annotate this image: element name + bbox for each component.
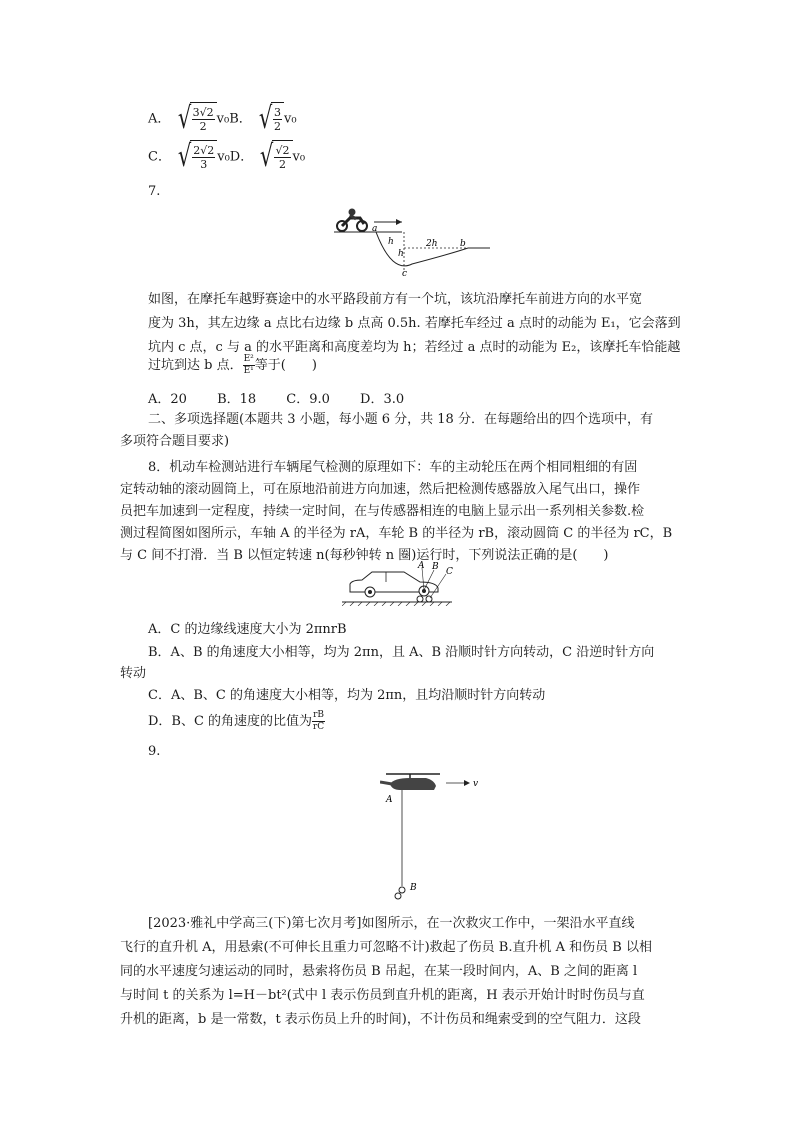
q7-text-line-2: 度为 3h，其左边缘 a 点比右边缘 b 点高 0.5h. 若摩托车经过 a 点时的动能为 E₁，它会落到 bbox=[148, 316, 681, 331]
q6-option-a-label: A． bbox=[148, 111, 171, 127]
fig-label-h1: h bbox=[388, 237, 394, 247]
q6-option-b-suffix: v₀ bbox=[284, 111, 297, 127]
q8-fig-label-b: B bbox=[432, 562, 439, 572]
q9-text-line-4: 与时间 t 的关系为 l=H－bt²(式中 l 表示伤员到直升机的距离，H 表示开始计时时伤员与直 bbox=[120, 988, 645, 1003]
q8-text-line-1: 8．机动车检测站进行车辆尾气检测的原理如下：车的主动轮压在两个相同粗细的有固 bbox=[148, 460, 638, 475]
q6-c-num: 2√2 bbox=[193, 144, 215, 157]
q6-option-a-suffix: v₀B． bbox=[216, 111, 252, 127]
q7-frac-den: E¹ bbox=[243, 366, 254, 376]
q6-option-b-sqrt: √ $\frac{3}{2}$ bbox=[256, 102, 284, 136]
section2-line-1: 二、多项选择题(本题共 3 小题，每小题 6 分，共 18 分．在每题给出的四个选项中，有 bbox=[148, 412, 653, 427]
q8-option-b-line-1: B．A、B 的角速度大小相等，均为 2πn，且 A、B 沿顺时针方向转动，C 沿逆时针方向 bbox=[148, 645, 655, 660]
person-icon bbox=[395, 887, 405, 899]
q8-fig-label-c: C bbox=[446, 567, 453, 577]
fig-label-b: b bbox=[460, 239, 466, 249]
q9-fig-label-b: B bbox=[410, 883, 417, 893]
fig-label-h2: h bbox=[398, 249, 404, 259]
q9-text-line-3: 同的水平速度匀速运动的同时，悬索将伤员 B 吊起，在某一段时间内，A、B 之间的距离 l bbox=[120, 964, 638, 979]
q6-option-c-label: C． bbox=[148, 149, 171, 165]
q7-energy-fraction bbox=[243, 354, 255, 377]
q7-text-line-1: 如图，在摩托车越野赛途中的水平路段前方有一个坑，该坑沿摩托车前进方向的水平宽 bbox=[148, 292, 643, 307]
q7-options: A．20 B．18 C．9.0 D．3.0 bbox=[148, 392, 405, 407]
q7-figure-pit bbox=[330, 204, 490, 278]
q6-d-num: √2 bbox=[275, 144, 290, 157]
motorcycle-icon bbox=[337, 209, 367, 232]
q6-option-row-ab bbox=[148, 102, 297, 136]
q6-option-c-sqrt: √ $\frac{2√2}{3}$ bbox=[175, 140, 217, 174]
q7-text-line-3: 坑内 c 点，c 与 a 的水平距离和高度差均为 h；若经过 a 点时的动能为 E₂，该摩托车恰能越 bbox=[148, 340, 681, 355]
q9-text-line-5: 升机的距离，b 是一常数，t 表示伤员上升的时间)，不计伤员和绳索受到的空气阻力．这段 bbox=[120, 1012, 641, 1027]
q8-figure-car bbox=[342, 560, 460, 606]
q6-b-num: 3 bbox=[274, 106, 282, 119]
q9-text-line-2: 飞行的直升机 A，用悬索(不可伸长且重力可忽略不计)救起了伤员 B.直升机 A 和伤员 B 以相 bbox=[120, 940, 652, 955]
q9-number: 9. bbox=[148, 744, 161, 759]
q8-option-d bbox=[148, 710, 325, 733]
q8-option-a: A．C 的边缘线速度大小为 2πnrB bbox=[148, 622, 347, 637]
q6-option-d-sqrt: √ $\frac{√2}{2}$ bbox=[257, 140, 292, 174]
q6-option-c-suffix: v₀D． bbox=[217, 149, 254, 165]
q8-d-den: rC bbox=[312, 722, 325, 732]
helicopter-icon bbox=[380, 774, 440, 790]
q6-d-den: 2 bbox=[278, 158, 286, 171]
q7-text-line-4 bbox=[148, 354, 317, 377]
q7-last-suffix: 等于( ) bbox=[254, 358, 317, 373]
q6-b-den: 2 bbox=[274, 120, 282, 133]
fig-label-a: a bbox=[372, 224, 378, 234]
q8-fig-label-a: A bbox=[418, 561, 425, 571]
q7-number: 7. bbox=[148, 184, 161, 199]
q9-text-line-1: [2023·雅礼中学高三(下)第七次月考]如图所示，在一次救灾工作中，一架沿水平直线 bbox=[148, 916, 635, 931]
q8-text-line-5: 与 C 间不打滑．当 B 以恒定转速 n(每秒钟转 n 圈)运行时，下列说法正确的是( ) bbox=[120, 548, 609, 563]
q6-option-row-cd bbox=[148, 140, 305, 174]
q6-option-d-suffix: v₀ bbox=[292, 149, 306, 165]
q8-text-line-4: 测过程简图如图所示，车轴 A 的半径为 rA，车轮 B 的半径为 rB，滚动圆筒 C 的半径为 rC，B bbox=[120, 526, 673, 541]
fig-label-c: c bbox=[402, 269, 408, 278]
q6-c-den: 3 bbox=[200, 158, 208, 171]
q8-option-c: C．A、B、C 的角速度大小相等，均为 2πn，且均沿顺时针方向转动 bbox=[148, 688, 546, 703]
q8-d-num: rB bbox=[313, 710, 324, 720]
q6-a-num: 3√2 bbox=[192, 106, 214, 119]
q8-text-line-2: 定转动轴的滚动圆筒上，可在原地沿前进方向加速，然后把检测传感器放入尾气出口，操作 bbox=[120, 482, 641, 497]
q6-option-a-sqrt: √ $\frac{3√2}{2}$ bbox=[175, 102, 217, 136]
q8-option-b-line-2: 转动 bbox=[120, 666, 147, 681]
q9-fig-label-v: v bbox=[473, 779, 479, 789]
q9-fig-label-a: A bbox=[386, 795, 393, 805]
section2-line-2: 多项符合题目要求) bbox=[120, 434, 230, 449]
fig-label-2h: 2h bbox=[426, 239, 438, 249]
q9-figure-helicopter bbox=[380, 768, 490, 902]
q8-text-line-3: 员把车加速到一定程度，持续一定时间，在与传感器相连的电脑上显示出一系列相关参数.检 bbox=[120, 504, 645, 519]
q8-option-d-prefix: D．B、C 的角速度的比值为 bbox=[148, 714, 313, 729]
q7-last-prefix: 过坑到达 b 点． bbox=[148, 358, 243, 373]
q7-frac-num: E² bbox=[243, 354, 254, 364]
q8-option-d-fraction bbox=[312, 710, 325, 733]
q6-a-den: 2 bbox=[199, 120, 207, 133]
